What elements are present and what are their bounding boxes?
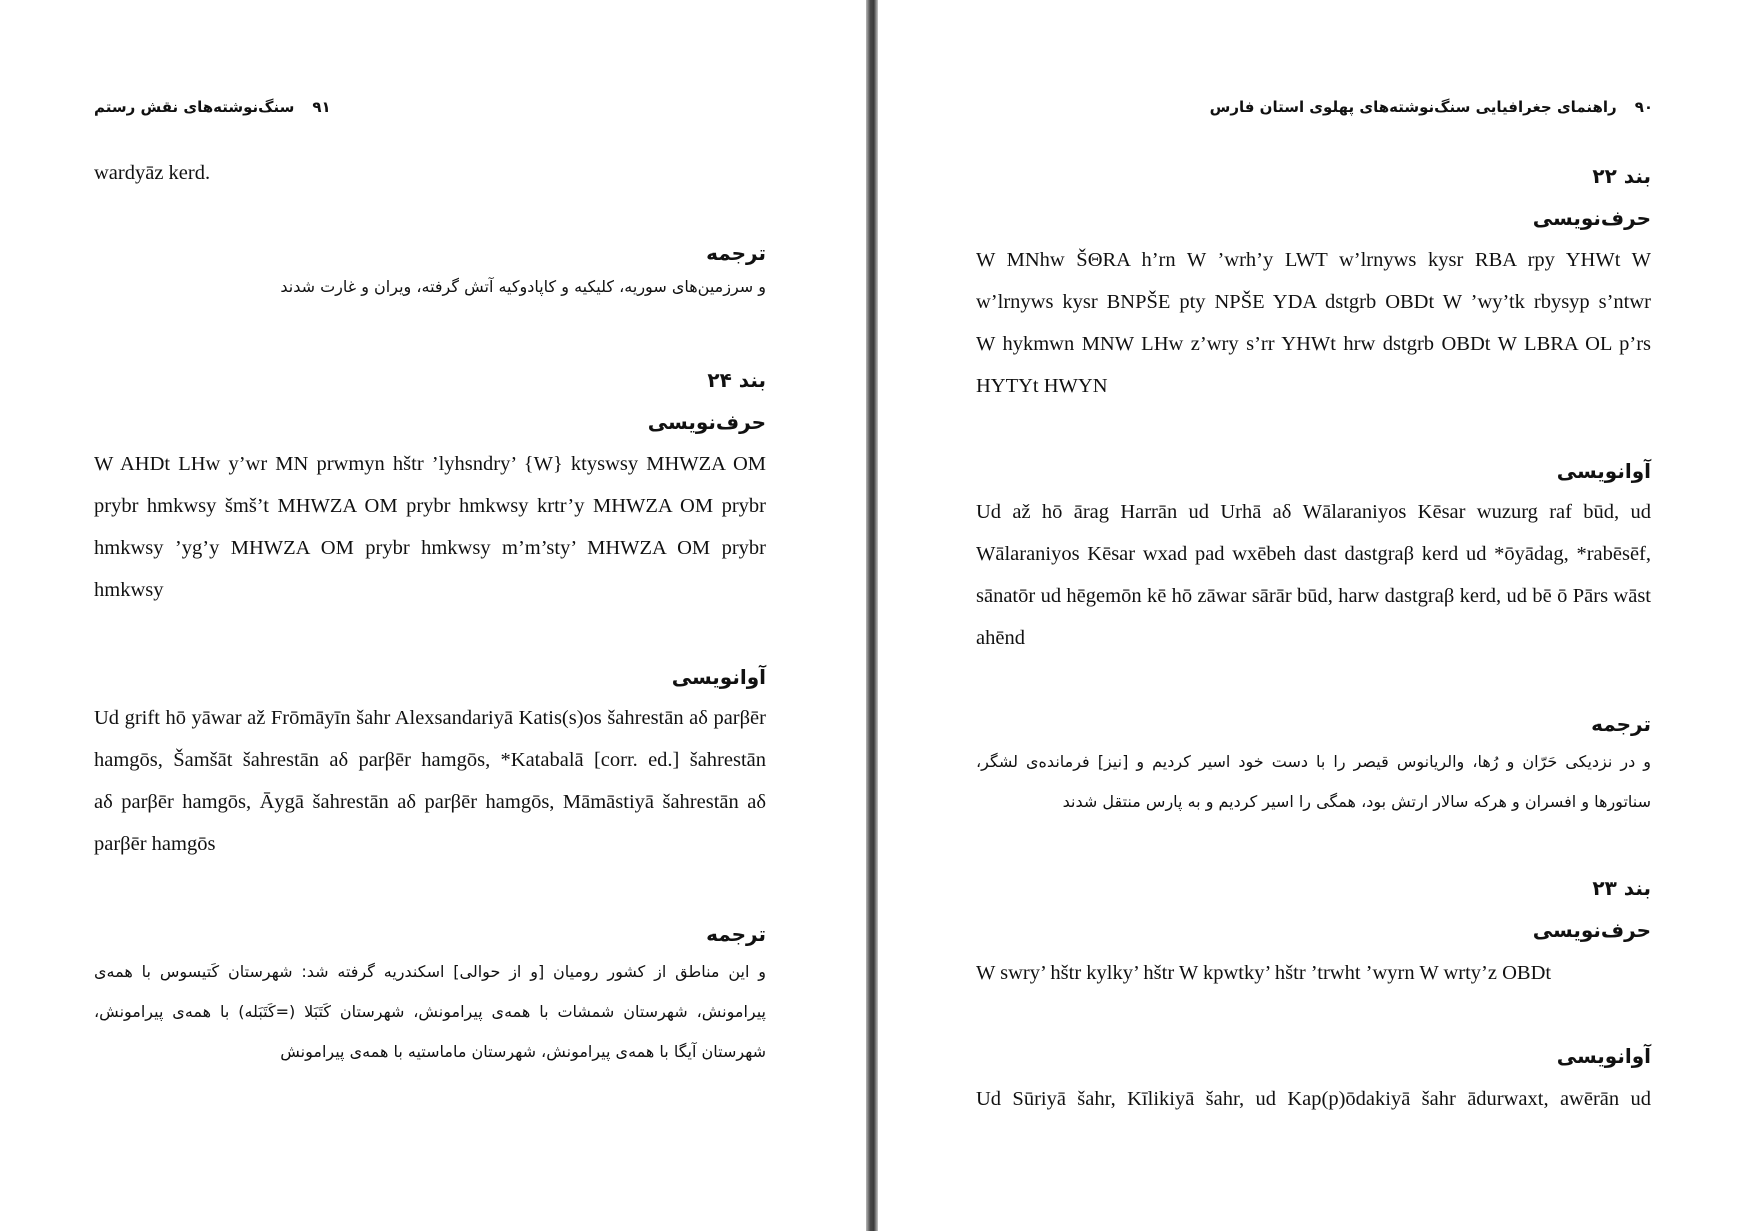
transliteration-text: W swry’ hštr kylky’ hštr W kpwtky’ hštr ’trwht ’wyrn W wrty’z OBDt bbox=[976, 962, 1552, 984]
text-line: prybr hmkwsy šmš’t MHWZA OM prybr hmkwsy krtr’y MHWZA OM prybr bbox=[94, 495, 766, 517]
translation-text bbox=[94, 952, 766, 1072]
page-number: ۹۰ bbox=[1634, 98, 1653, 116]
text-line: w’lrnyws kysr BNPŠE pty NPŠE YDA dstgrb OBDt W ’wy’tk rbysyp s’ntwr bbox=[976, 291, 1651, 313]
text-line: Wālaraniyos Kēsar wxad pad wxēbeh dast dastgraβ kerd ud *ōyādag, *rabēsēf, bbox=[976, 543, 1651, 565]
book-gutter bbox=[866, 0, 878, 1231]
translation-heading: ترجمه bbox=[706, 241, 766, 265]
text-line: hmkwsy bbox=[94, 579, 164, 601]
text-line: parβēr hamgōs bbox=[94, 833, 216, 855]
right-page bbox=[878, 0, 1744, 1231]
text-line: hamgōs, Šamšāt šahrestān aδ parβēr hamgōs, *Katabalā [corr. ed.] šahrestān bbox=[94, 749, 766, 771]
running-title: راهنمای جغرافیایی سنگ‌نوشته‌های پهلوی استان فارس bbox=[1209, 98, 1617, 116]
running-title: سنگ‌نوشته‌های نقش رستم bbox=[94, 98, 295, 116]
text-line: W MNhw ŠΘRA h’rn W ’wrh’y LWT w’lrnyws kysr RBA rpy YHWt W bbox=[976, 249, 1651, 271]
continuation-text: wardyāz kerd. bbox=[94, 162, 211, 184]
text-line: HYTYt HWYN bbox=[976, 375, 1108, 397]
translation-line: پیرامونش، شهرستان شمشات با همه‌ی پیرامونش، شهرستان کَتَبَلا (=کَتَبَله) با همه‌ی پیرامونش، bbox=[94, 1002, 766, 1021]
transcription-heading: آوانویسی bbox=[1556, 1044, 1651, 1068]
translation-text bbox=[94, 267, 766, 307]
page-header bbox=[1210, 98, 1653, 116]
left-page bbox=[0, 0, 866, 1231]
translation-line: و سرزمین‌های سوریه، کلیکیه و کاپادوکیه آتش گرفته، ویران و غارت شدند bbox=[280, 277, 766, 296]
text-line: Ud grift hō yāwar až Frōmāyīn šahr Alexsandariyā Katis(s)os šahrestān aδ parβēr bbox=[94, 707, 766, 729]
transliteration-heading: حرف‌نویسی bbox=[647, 410, 766, 434]
translation-line: و در نزدیکی حَرّان و رُها، والریانوس قیصر را با دست خود اسیر کردیم و [نیز] فرمانده‌ی لشگر، bbox=[976, 752, 1651, 771]
translation-line: و این مناطق از کشور رومیان [و از حوالی] اسکندریه گرفته شد: شهرستان کَتیسوس با همه‌ی bbox=[94, 962, 766, 981]
translation-text bbox=[976, 742, 1651, 822]
section-heading: بند ۲۲ bbox=[1592, 164, 1651, 188]
transcription-text bbox=[94, 697, 766, 865]
text-line: ahēnd bbox=[976, 627, 1025, 649]
translation-heading: ترجمه bbox=[706, 922, 766, 946]
text-line: hmkwsy ’yg’y MHWZA OM prybr hmkwsy m’m’sty’ MHWZA OM prybr bbox=[94, 537, 766, 559]
text-line: aδ parβēr hamgōs, Āygā šahrestān aδ parβēr hamgōs, Māmāstiyā šahrestān aδ bbox=[94, 791, 766, 813]
transcription-text bbox=[976, 491, 1651, 659]
transliteration-text bbox=[976, 239, 1651, 407]
section-heading: بند ۲۳ bbox=[1592, 876, 1651, 900]
transcription-text: Ud Sūriyā šahr, Kīlikiyā šahr, ud Kap(p)ōdakiyā šahr ādurwaxt, awērān ud bbox=[976, 1088, 1651, 1110]
text-line: W hykmwn MNW LHw z’wry s’rr YHWt hrw dstgrb OBDt W LBRA OL p’rs bbox=[976, 333, 1651, 355]
translation-line: سناتورها و افسران و هرکه سالار ارتش بود، همگی را اسیر کردیم و به پارس منتقل شدند bbox=[1062, 792, 1651, 811]
text-line: W AHDt LHw y’wr MN prwmyn hštr ’lyhsndry’ {W} ktyswsy MHWZA OM bbox=[94, 453, 766, 475]
page-number: ۹۱ bbox=[312, 98, 331, 116]
text-line: Ud až hō ārag Harrān ud Urhā aδ Wālaraniyos Kēsar wuzurg raf būd, ud bbox=[976, 501, 1651, 523]
transliteration-heading: حرف‌نویسی bbox=[1532, 206, 1651, 230]
transcription-heading: آوانویسی bbox=[1556, 459, 1651, 483]
transliteration-heading: حرف‌نویسی bbox=[1532, 918, 1651, 942]
text-line: sānatōr ud hēgemōn kē hō zāwar sārār būd, harw dastgraβ kerd, ud bē ō Pārs wāst bbox=[976, 585, 1651, 607]
translation-line: شهرستان آیگا با همه‌ی پیرامونش، شهرستان ماماستیه با همه‌ی پیرامونش bbox=[280, 1042, 766, 1061]
transcription-heading: آوانویسی bbox=[671, 665, 766, 689]
translation-heading: ترجمه bbox=[1591, 712, 1651, 736]
section-heading: بند ۲۴ bbox=[707, 368, 766, 392]
page-header bbox=[94, 98, 331, 116]
transliteration-text bbox=[94, 443, 766, 611]
